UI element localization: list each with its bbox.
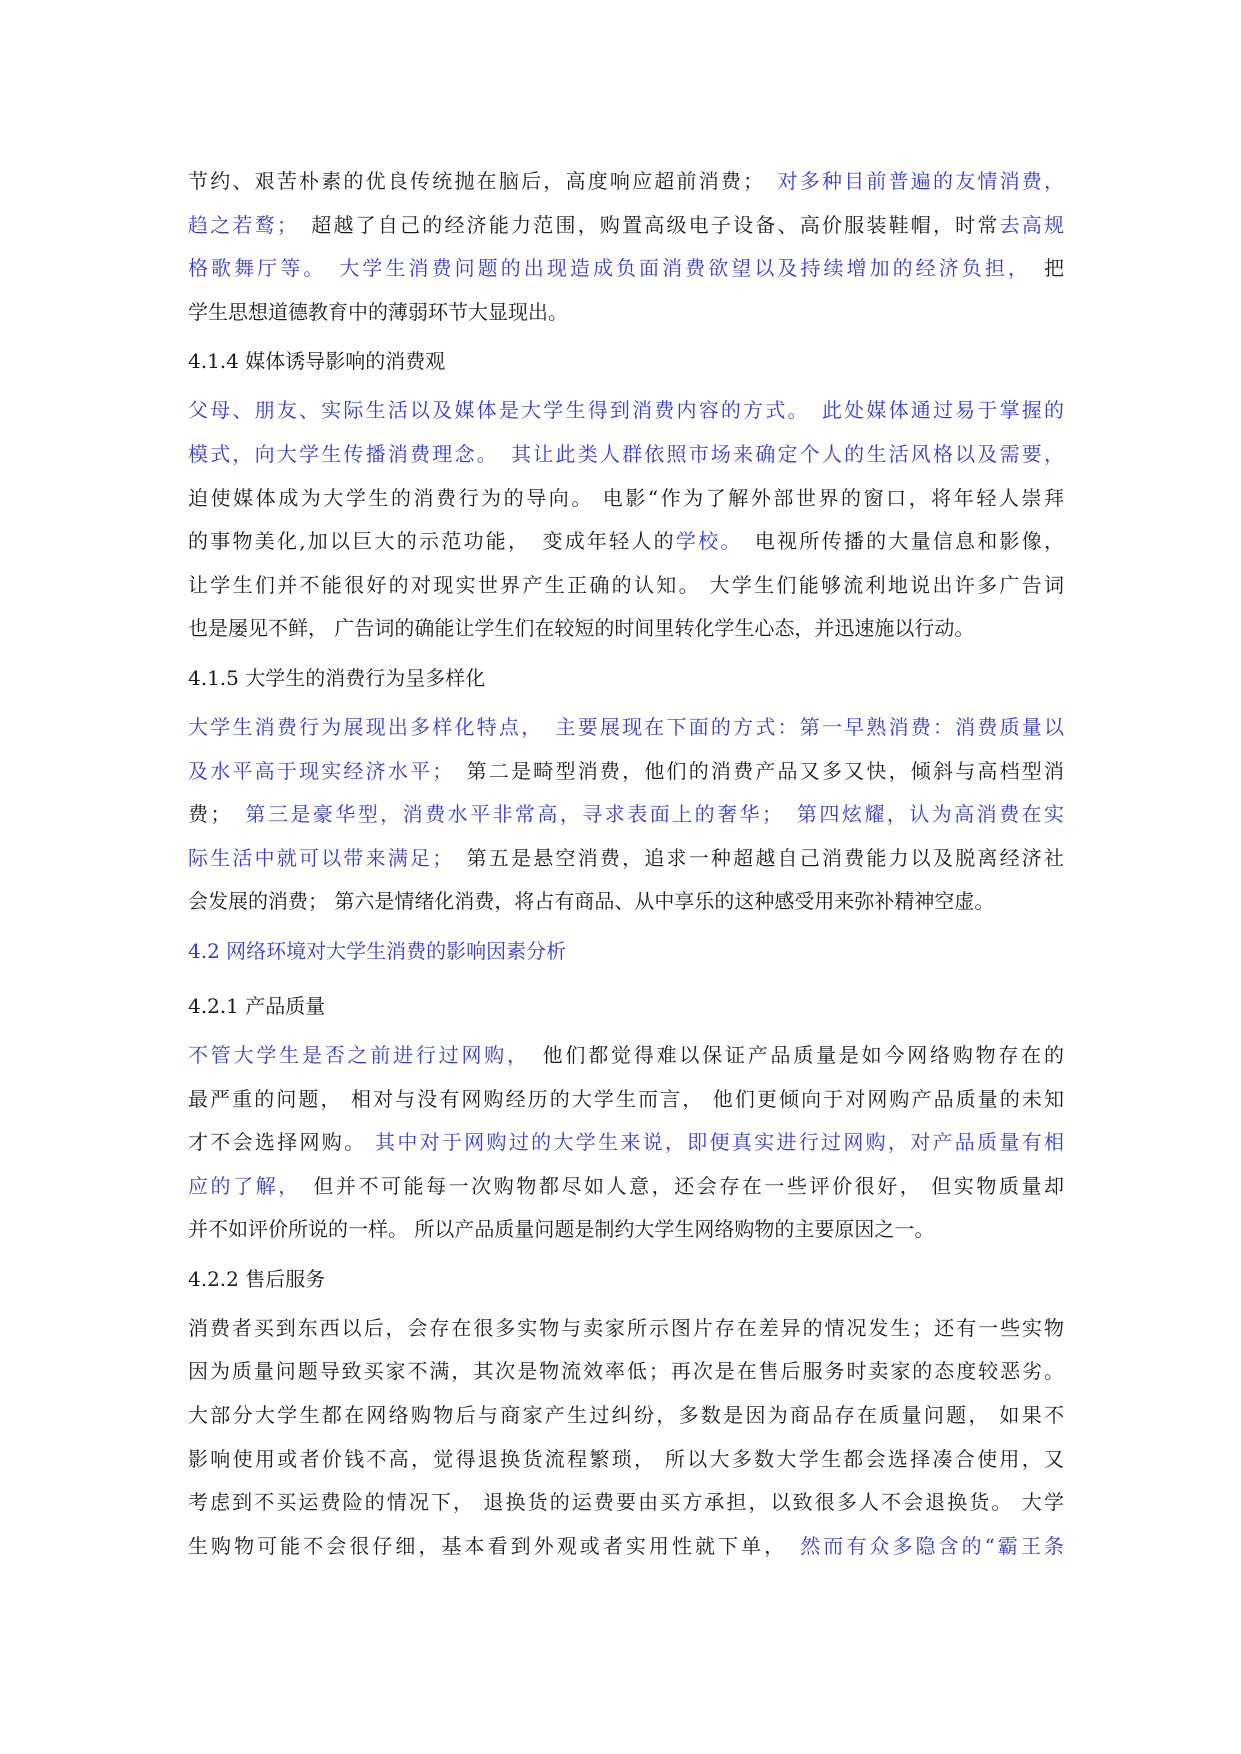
text-line [188, 1481, 1064, 1525]
text-line [188, 880, 1064, 924]
text-line [188, 1350, 1064, 1394]
highlighted-text-run: 其中对于网购过的大学生来说，即便真实进行过网购，对产品质量有相 [366, 1130, 1064, 1155]
heading-text: 4.1.5 大学生的消费行为呈多样化 [188, 665, 486, 690]
section-heading-4-2 [188, 924, 1064, 979]
text-run: 但并不可能每一次购物都尽如人意，还会存在一些评价很好， 但实物质量却 [290, 1173, 1064, 1198]
highlighted-text-run: 及水平高于现实经济水平； [188, 758, 443, 783]
highlighted-text-run: 不管大学生是否之前进行过网购， [188, 1042, 520, 1067]
text-run: 费； [188, 802, 221, 827]
highlighted-text-run: 去高规 [999, 212, 1064, 237]
text-line [188, 204, 1064, 248]
text-line [188, 389, 1064, 433]
highlighted-text-run: 大学生消费行为展现出多样化特点， 主要展现在下面的方式：第一早熟消费：消费质量以 [188, 714, 1064, 739]
text-run: 也是屡见不鲜， 广告词的确能让学生们在较短的时间里转化学生心态，并迅速施以行动。 [188, 616, 975, 641]
text-line [188, 433, 1064, 477]
text-run: 考虑到不买运费险的情况下， 退换货的运费要由买方承担，以致很多人不会退换货。 大学 [188, 1490, 1064, 1515]
section-heading-4-1-4 [188, 334, 1064, 389]
highlighted-text-run: 父母、朋友、实际生活以及媒体是大学生得到消费内容的方式。 此处媒体通过易于掌握的 [188, 398, 1064, 423]
document-body [188, 160, 1064, 1568]
text-run: 并不如评价所说的一样。 所以产品质量问题是制约大学生网络购物的主要原因之一。 [188, 1217, 935, 1242]
highlighted-text-run: 学校。 [675, 529, 733, 554]
heading-text: 4.1.4 媒体诱导影响的消费观 [188, 349, 446, 374]
highlighted-text-run: 格歌舞厅等。 大学生消费问题的出现造成负面消费欲望以及持续增加的经济负担， [188, 256, 1021, 281]
text-line [188, 291, 1064, 335]
section-heading-4-2-1 [188, 979, 1064, 1034]
text-line [188, 1525, 1064, 1569]
heading-text: 4.2.1 产品质量 [188, 993, 326, 1018]
text-run: 的事物美化,加以巨大的示范功能， 变成年轻人的 [188, 529, 676, 554]
text-run: 第五是悬空消费，追求一种超越自己消费能力以及脱离经济社 [442, 845, 1064, 870]
section-heading-4-2-2 [188, 1252, 1064, 1307]
text-run: 超越了自己的经济能力范围，购置高级电子设备、高价服装鞋帽，时常 [286, 212, 1000, 237]
text-line [188, 1078, 1064, 1122]
highlighted-text-run: 模式，向大学生传播消费理念。 其让此类人群依照市场来确定个人的生活风格以及需要， [188, 441, 1064, 466]
text-line [188, 1208, 1064, 1252]
highlighted-text-run: 第三是豪华型，消费水平非常高，寻求表面上的奢华； 第四炫耀，认为高消费在实 [220, 802, 1064, 827]
text-line [188, 706, 1064, 750]
text-line [188, 1394, 1064, 1438]
text-run: 最严重的问题， 相对与没有网购经历的大学生而言， 他们更倾向于对网购产品质量的未知 [188, 1086, 1064, 1111]
text-run: 他们都觉得难以保证产品质量是如今网络购物存在的 [519, 1042, 1064, 1067]
text-line [188, 160, 1064, 204]
text-line [188, 247, 1064, 291]
highlighted-text-run: 趋之若鹜； [188, 212, 287, 237]
heading-text: 4.2.2 售后服务 [188, 1266, 326, 1291]
section-heading-4-1-5 [188, 651, 1064, 706]
text-run: 电视所传播的大量信息和影像， [732, 529, 1064, 554]
highlighted-text-run: 然而有众多隐含的“霸王条 [777, 1533, 1064, 1558]
text-run: 节约、艰苦朴素的优良传统抛在脑后，高度响应超前消费； [188, 169, 754, 193]
text-line [188, 477, 1064, 521]
heading-text: 4.2 网络环境对大学生消费的影响因素分析 [188, 938, 567, 963]
text-line [188, 564, 1064, 608]
text-line [188, 1034, 1064, 1078]
text-run: 第二是畸型消费，他们的消费产品又多又快，倾斜与高档型消 [442, 758, 1064, 783]
text-run: 消费者买到东西以后，会存在很多实物与卖家所示图片存在差异的情况发生；还有一些实物 [188, 1315, 1064, 1340]
text-line [188, 520, 1064, 564]
text-run: 会发展的消费； 第六是情绪化消费，将占有商品、从中享乐的这种感受用来弥补精神空虚。 [188, 889, 995, 914]
text-line [188, 1121, 1064, 1165]
highlighted-text-run: 对多种目前普遍的友情消费， [753, 169, 1064, 193]
text-line [188, 607, 1064, 651]
text-line [188, 750, 1064, 794]
text-run: 才不会选择网购。 [188, 1130, 367, 1155]
text-line [188, 793, 1064, 837]
text-run: 让学生们并不能很好的对现实世界产生正确的认知。 大学生们能够流利地说出许多广告词 [188, 572, 1064, 597]
text-run: 影响使用或者价钱不高，觉得退换货流程繁琐， 所以大多数大学生都会选择凑合使用，又 [188, 1446, 1064, 1471]
text-run: 大部分大学生都在网络购物后与商家产生过纠纷，多数是因为商品存在质量问题， 如果不 [188, 1403, 1064, 1428]
text-run: 迫使媒体成为大学生的消费行为的导向。 电影“作为了解外部世界的窗口，将年轻人崇拜 [188, 485, 1064, 510]
text-run: 生购物可能不会很仔细，基本看到外观或者实用性就下单， [188, 1533, 778, 1558]
text-line [188, 1165, 1064, 1209]
highlighted-text-run: 应的了解， [188, 1173, 291, 1198]
text-line [188, 837, 1064, 881]
highlighted-text-run: 际生活中就可以带来满足； [188, 845, 443, 870]
text-line [188, 1307, 1064, 1351]
text-run: 把 [1020, 256, 1064, 281]
text-run: 学生思想道德教育中的薄弱环节大显现出。 [188, 299, 568, 324]
text-run: 因为质量问题导致买家不满，其次是物流效率低；再次是在售后服务时卖家的态度较恶劣。 [188, 1359, 1064, 1384]
text-line [188, 1438, 1064, 1482]
